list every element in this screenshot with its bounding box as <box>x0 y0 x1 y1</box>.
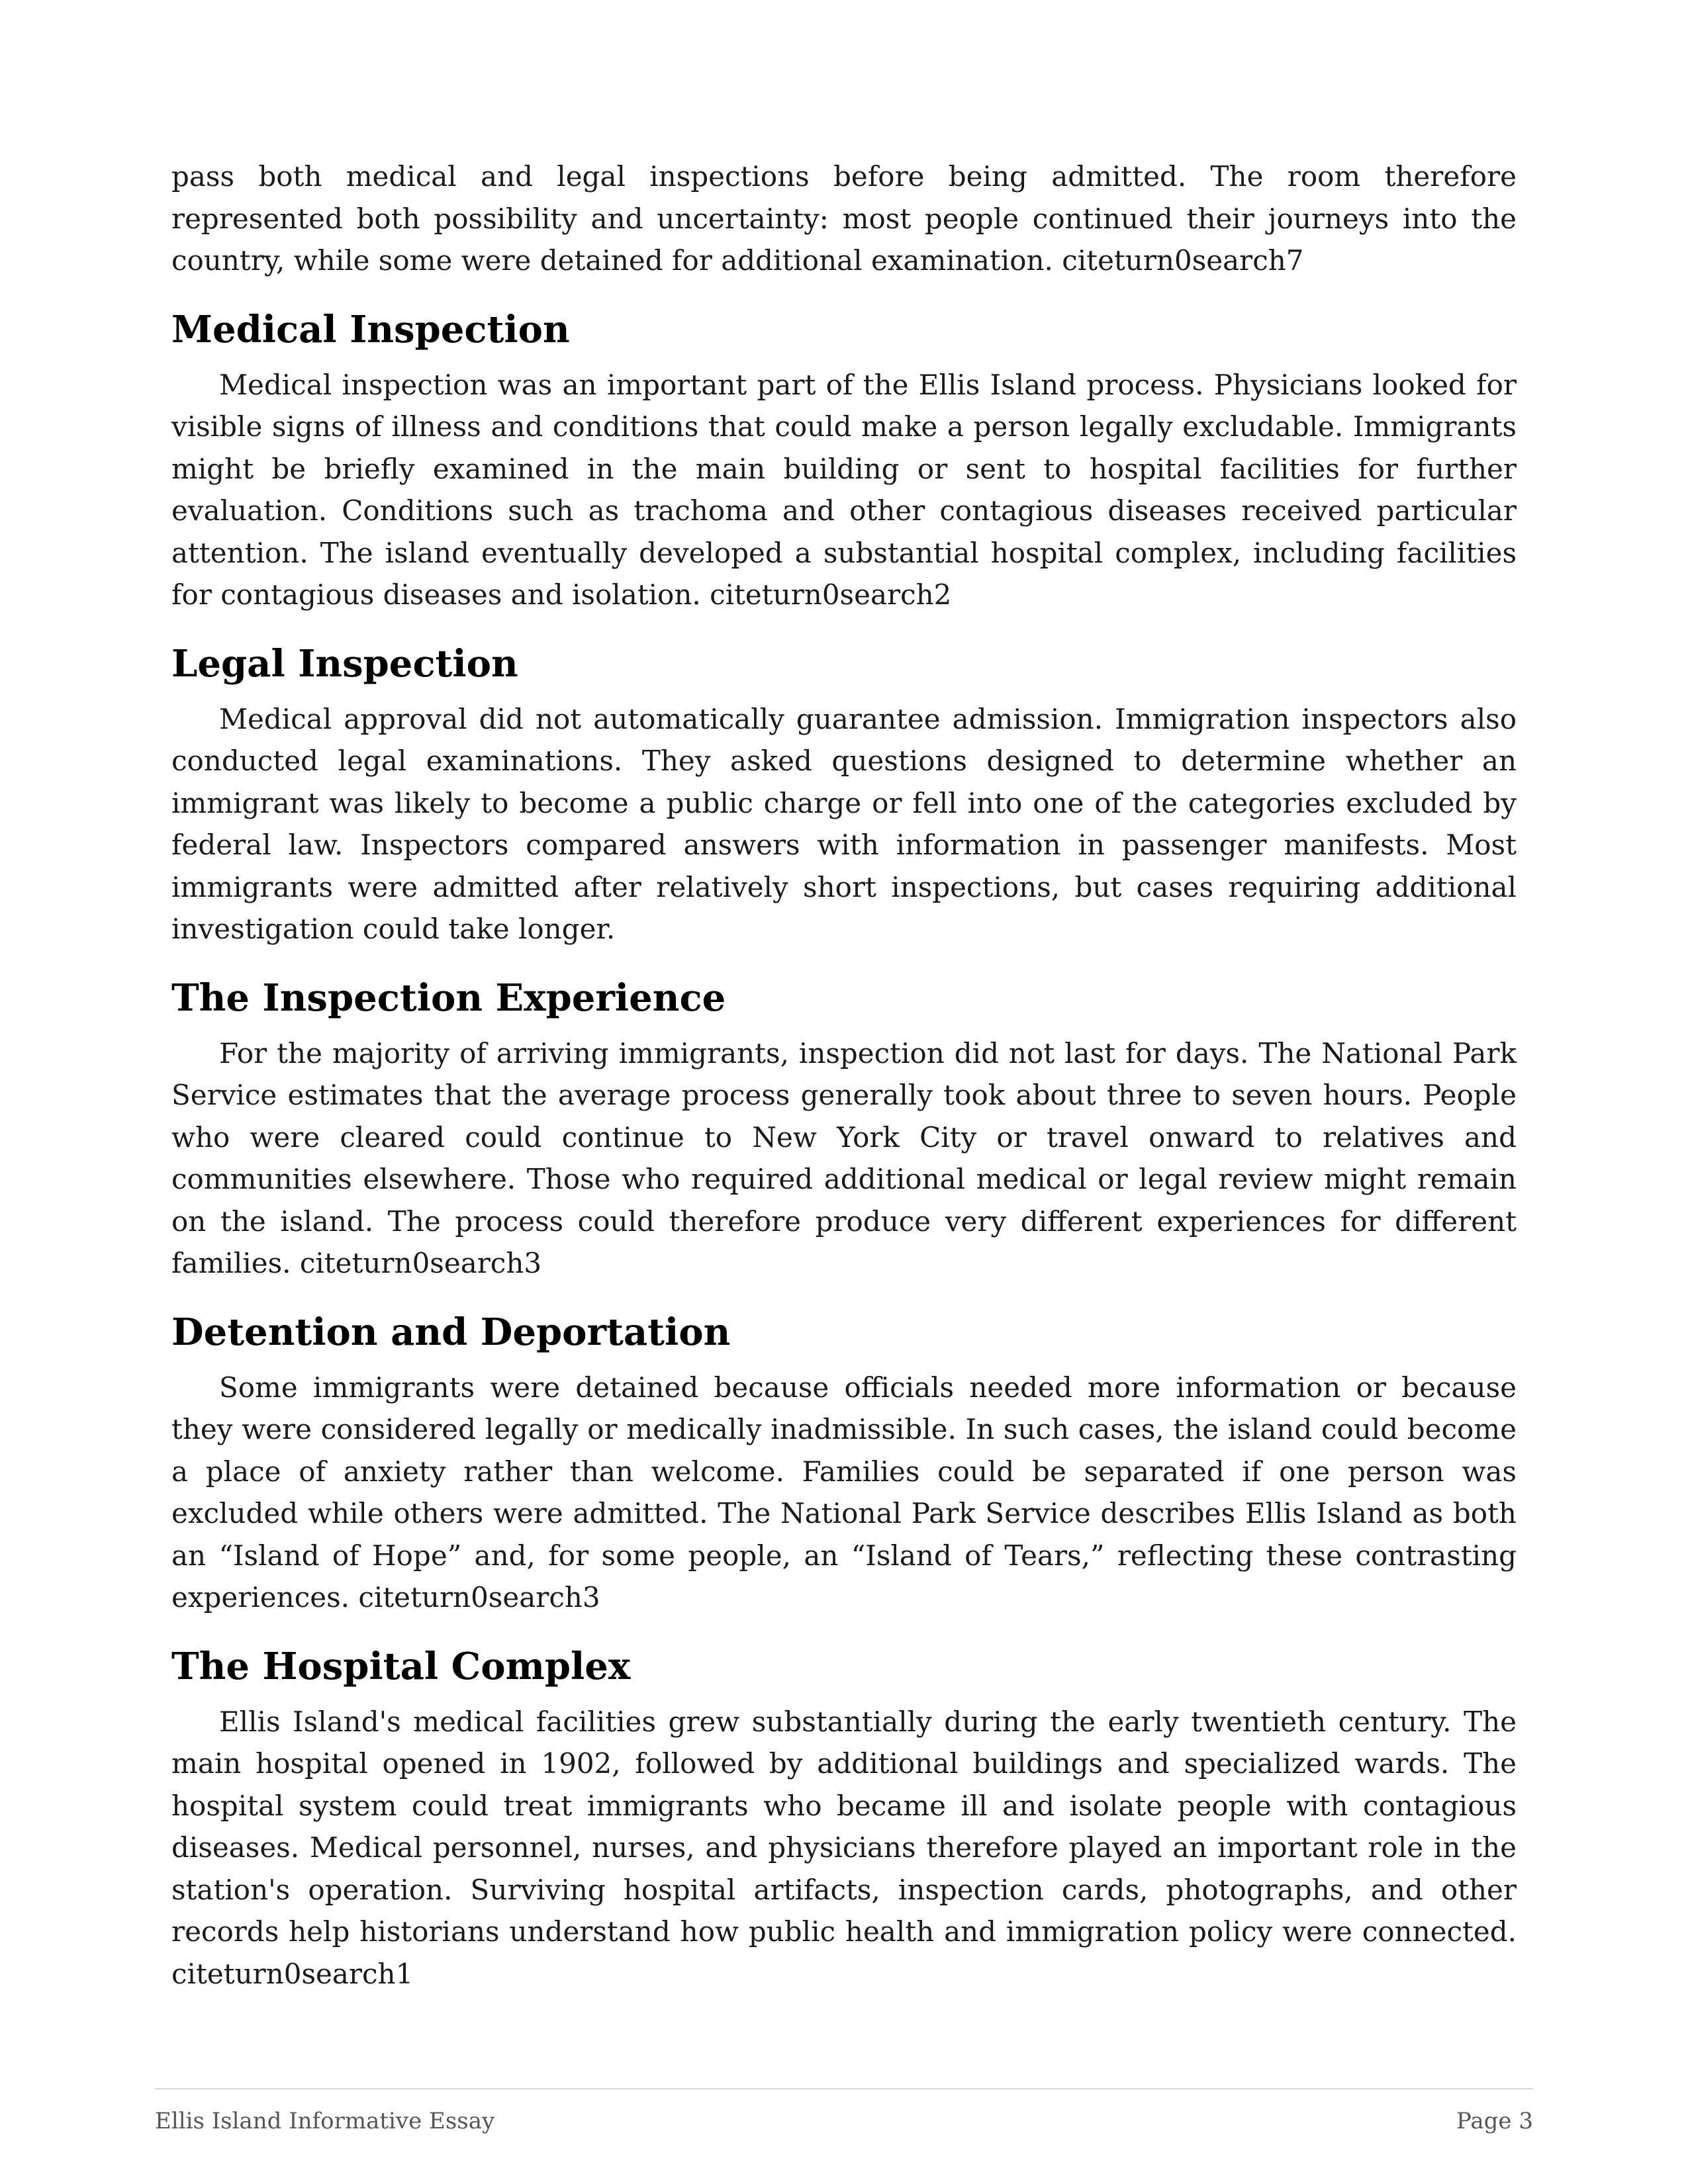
section-paragraph-detention-deportation: Some immigrants were detained because officials needed more information or because they were considered legally or medically inadmissible. In such cases, the island could become a place of anxiety rather than welcome. Families could be separated if one person was excluded while others were admitted. The National Park Service describes Ellis Island as both an “Island of Hope” and, for some people, an “Island of Tears,” reflecting these contrasting experiences. citeturn0search3 <box>171 1371 1517 1614</box>
section-paragraph-medical-inspection: Medical inspection was an important part of the Ellis Island process. Physicians looked for visible signs of illness and conditions that could make a person legally excludable. Immigrants might be briefly examined in the main building or sent to hospital facilities for further evaluation. Conditions such as trachoma and other contagious diseases received particular attention. The island eventually developed a substantial hospital complex, including facilities for contagious diseases and isolation. citeturn0search2 <box>171 368 1517 611</box>
section-paragraph-hospital-complex: Ellis Island's medical facilities grew substantially during the early twentieth century. The main hospital opened in 1902, followed by additional buildings and specialized wards. The hospital system could treat immigrants who became ill and isolate people with contagious diseases. Medical personnel, nurses, and physicians therefore played an important role in the station's operation. Surviving hospital artifacts, inspection cards, photographs, and other records help historians understand how public health and immigration policy were connected. citeturn0search1 <box>171 1705 1517 1990</box>
page-footer <box>155 2088 1533 2134</box>
section-heading-inspection-experience: The Inspection Experience <box>171 976 726 1020</box>
section-heading-legal-inspection: Legal Inspection <box>171 641 518 686</box>
section-paragraph-legal-inspection: Medical approval did not automatically guarantee admission. Immigration inspectors also conducted legal examinations. They asked questions designed to determine whether an immigrant was likely to become a public charge or fell into one of the categories excluded by federal law. Inspectors compared answers with information in passenger manifests. Most immigrants were admitted after relatively short inspections, but cases requiring additional investigation could take longer. <box>171 702 1517 945</box>
section-heading-medical-inspection: Medical Inspection <box>171 307 570 351</box>
intro-paragraph: pass both medical and legal inspections before being admitted. The room therefore represented both possibility and uncertainty: most people continued their journeys into the country, while some were detained for additional examination. citeturn0search7 <box>171 160 1517 277</box>
section-heading-detention-deportation: Detention and Deportation <box>171 1310 731 1354</box>
footer-document-title: Ellis Island Informative Essay <box>155 2108 495 2134</box>
section-heading-hospital-complex: The Hospital Complex <box>171 1644 631 1688</box>
document-page <box>171 156 1517 2019</box>
section-paragraph-inspection-experience: For the majority of arriving immigrants, inspection did not last for days. The National Park Service estimates that the average process generally took about three to seven hours. People who were cleared could continue to New York City or travel onward to relatives and communities elsewhere. Those who required additional medical or legal review might remain on the island. The process could therefore produce very different experiences for different families. citeturn0search3 <box>171 1036 1517 1279</box>
footer-page-number: Page 3 <box>1456 2108 1533 2134</box>
